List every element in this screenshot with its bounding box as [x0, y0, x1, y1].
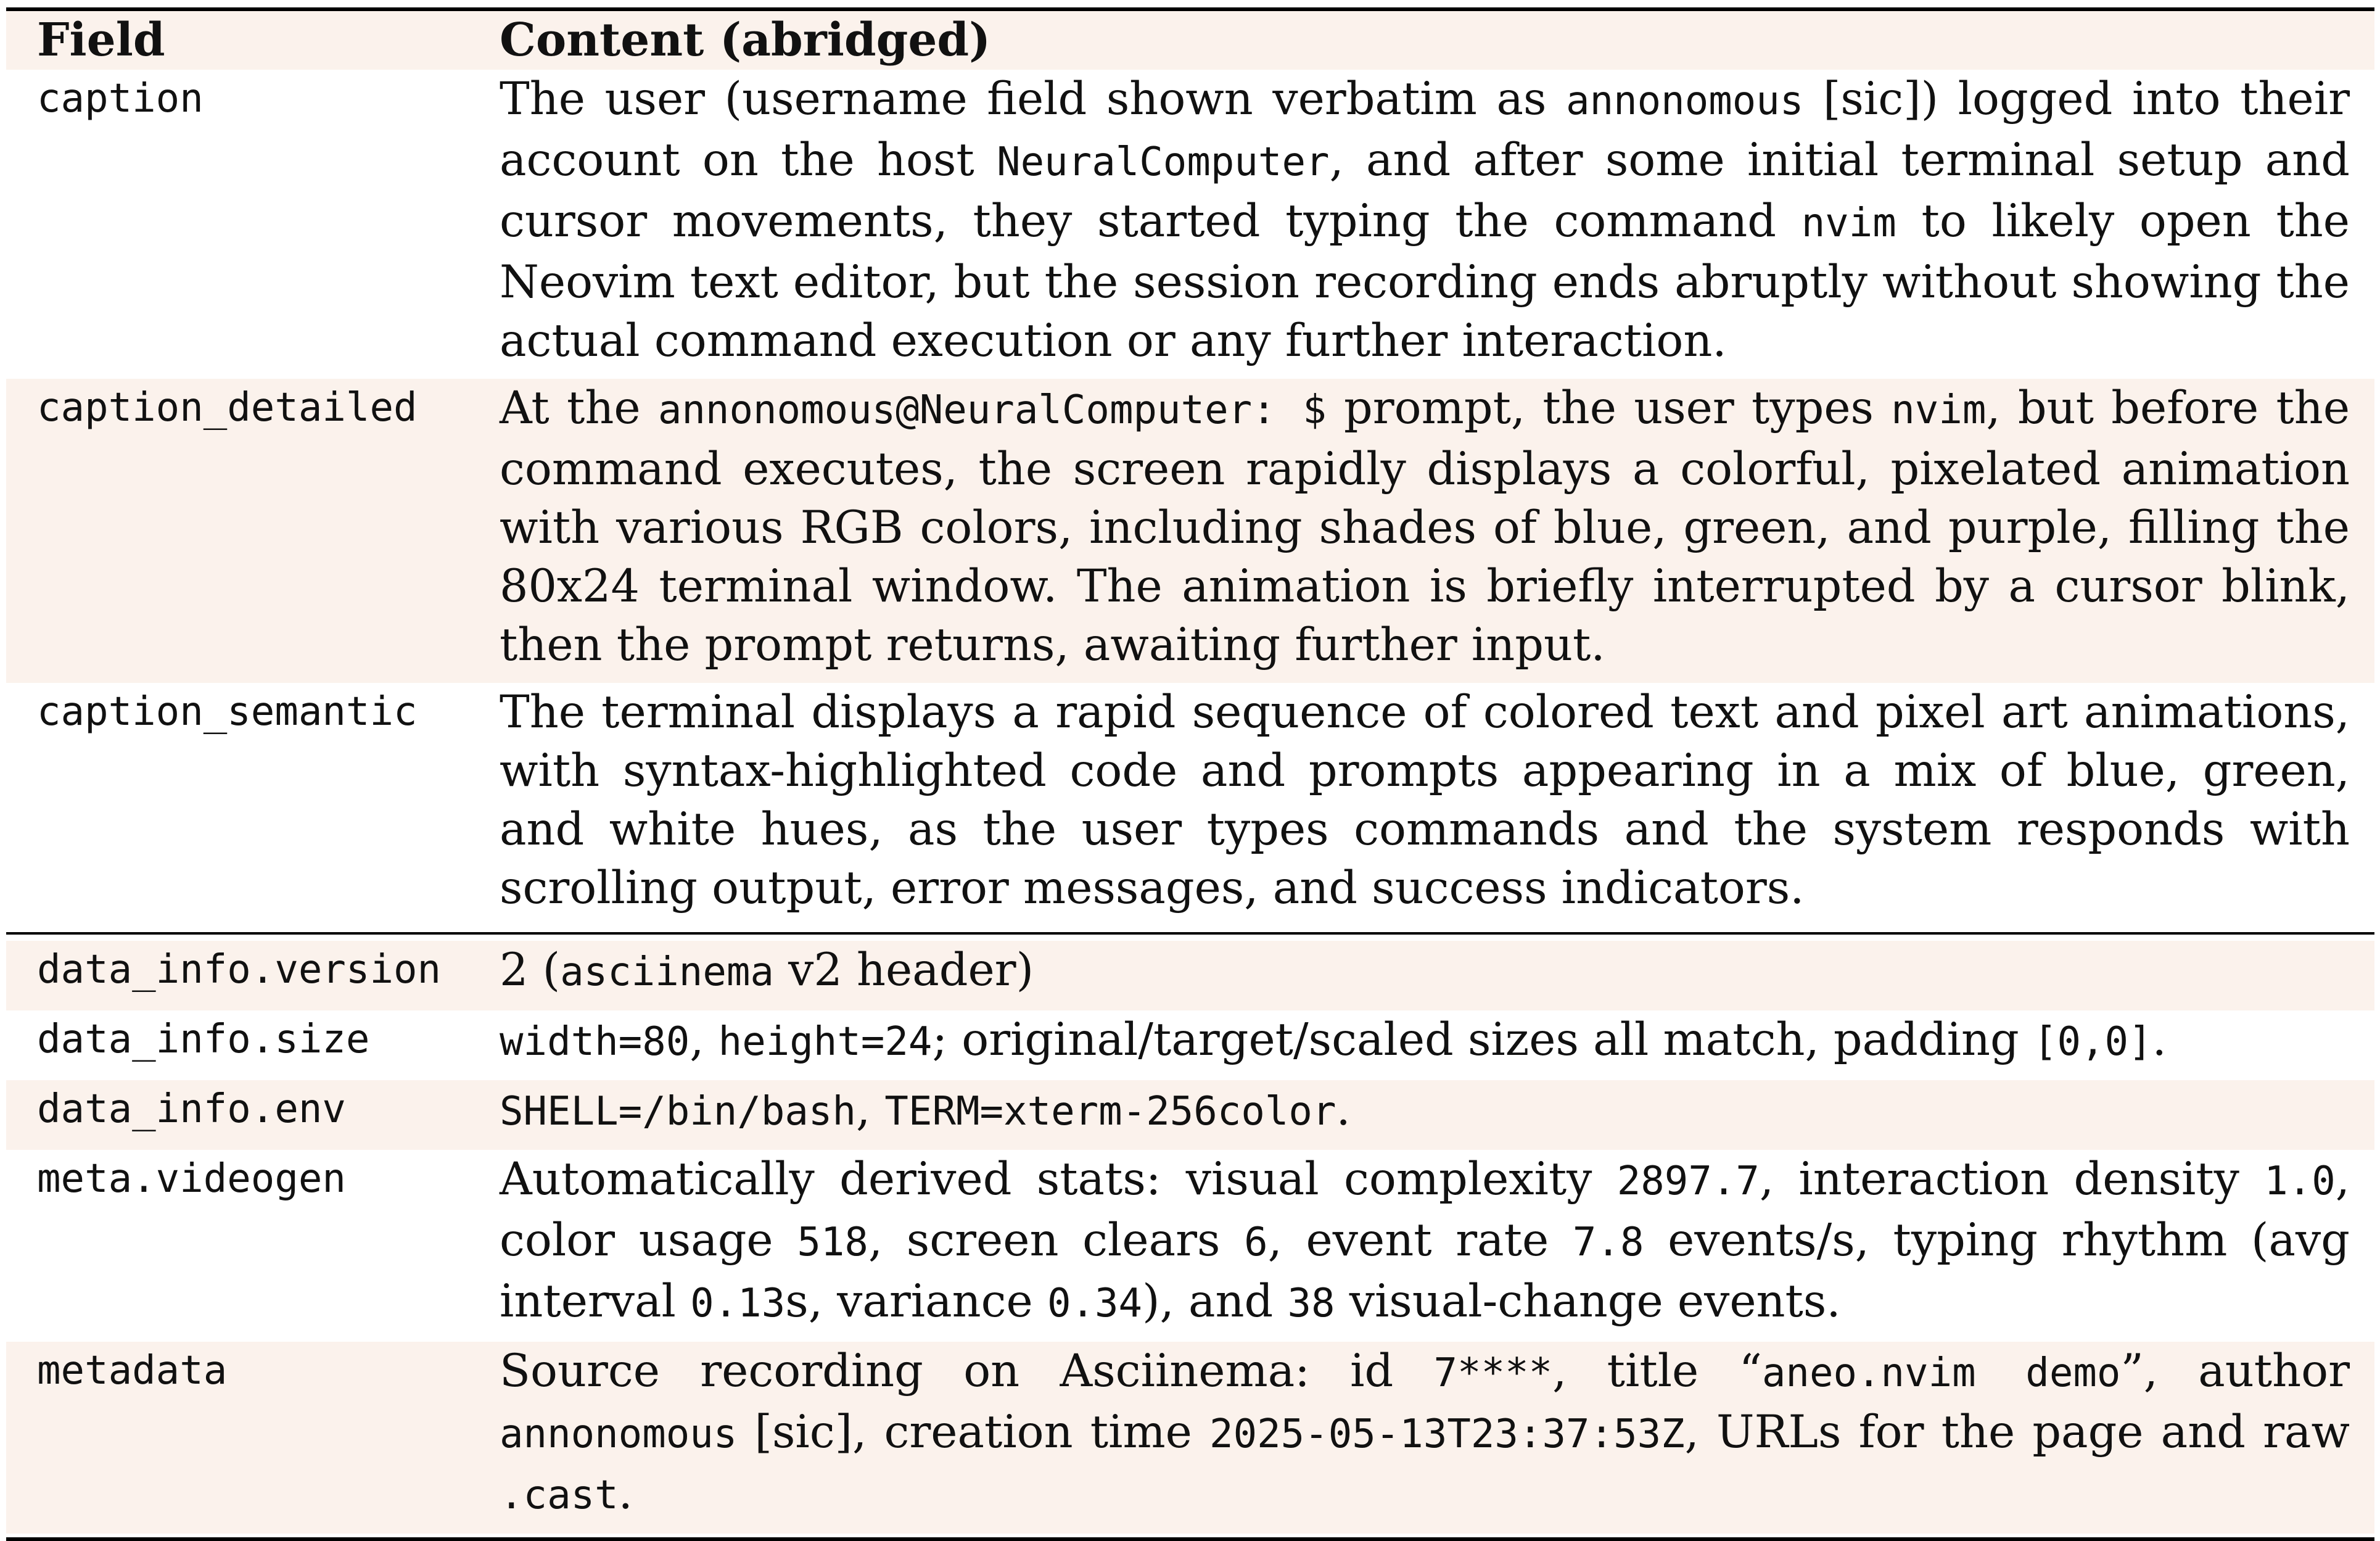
field-content — [500, 683, 2374, 917]
code-text: .cast — [500, 1473, 619, 1518]
code-text: 2025-05-13T23:37:53Z — [1209, 1411, 1685, 1457]
code-text: 0.13 — [690, 1281, 786, 1326]
code-text: annonomous@NeuralComputer: $ — [657, 387, 1327, 433]
prose-text: , but before the command executes, the screen rapidly displays a colorful, pixelated animation with various RGB colors, including shades of blue, green, and purple, filling the 80x24 terminal window. The animation is briefly interrupted by a cursor blink, then the prompt returns, awaiting further input. — [500, 382, 2350, 671]
code-text: height=24 — [718, 1019, 933, 1065]
prose-text: , interaction density — [1759, 1153, 2265, 1205]
table-row — [6, 1010, 2374, 1080]
code-text: 38 — [1287, 1281, 1335, 1326]
header-field: Field — [37, 14, 165, 67]
table-row — [6, 683, 2374, 926]
code-text: aneo.nvim demo — [1761, 1350, 2121, 1396]
field-content — [500, 1342, 2374, 1525]
field-name: meta.videogen — [37, 1156, 346, 1202]
field-name: caption — [37, 76, 204, 122]
metadata-table — [6, 7, 2374, 1541]
code-text: 2897.7 — [1616, 1159, 1760, 1204]
prose-text: 2 ( — [500, 944, 561, 996]
table-row — [6, 70, 2374, 379]
field-name: caption_semantic — [37, 689, 418, 735]
captions-section — [6, 70, 2374, 926]
code-text: asciinema — [560, 949, 774, 995]
table-row — [6, 941, 2374, 1010]
table-row — [6, 1080, 2374, 1150]
prose-text: The terminal displays a rapid sequence of colored text and pixel art animations, with syntax-highlighted code and prompts appearing in a mix of blue, green, and white hues, as the user types commands and the system responds with scrolling output, error messages, and success indicators. — [500, 686, 2350, 914]
table-row — [6, 1150, 2374, 1342]
code-text: 7.8 — [1572, 1220, 1644, 1265]
code-text: 518 — [797, 1220, 868, 1265]
prose-text: v2 header) — [773, 944, 1034, 996]
table-row — [6, 1342, 2374, 1534]
code-text: 1.0 — [2264, 1159, 2336, 1204]
field-content — [500, 1080, 2374, 1141]
prose-text: , screen clears — [868, 1214, 1245, 1266]
code-text: 6 — [1244, 1220, 1268, 1265]
field-content — [500, 70, 2374, 370]
prose-text: Source recording on Asciinema: id — [500, 1345, 1434, 1397]
prose-text: events/s, typing rhythm (avg interval — [500, 1214, 2350, 1328]
table-row — [6, 379, 2374, 683]
field-content — [500, 941, 2374, 1002]
prose-text: At the — [500, 382, 658, 434]
prose-text: , event rate — [1267, 1214, 1573, 1266]
header-row — [6, 11, 2374, 70]
info-section — [6, 941, 2374, 1534]
prose-text: ; original/target/scaled sizes all match, padding — [932, 1014, 2033, 1066]
field-name: metadata — [37, 1348, 228, 1394]
prose-text: . — [2152, 1014, 2167, 1066]
code-text: width=80 — [500, 1019, 690, 1065]
code-text: [0,0] — [2033, 1019, 2152, 1065]
field-name: data_info.env — [37, 1086, 346, 1132]
prose-text: visual-change events. — [1335, 1275, 1841, 1328]
mid-rule — [6, 932, 2374, 935]
code-text: TERM=xterm-256color — [884, 1089, 1336, 1134]
prose-text: s, variance — [785, 1275, 1047, 1328]
code-text: SHELL=/bin/bash — [500, 1089, 856, 1134]
field-content — [500, 1150, 2374, 1333]
code-text: NeuralComputer — [997, 139, 1330, 185]
prose-text: , — [855, 1083, 885, 1136]
field-content — [500, 379, 2374, 674]
prose-text: [sic], creation time — [737, 1406, 1210, 1458]
field-name: caption_detailed — [37, 385, 418, 431]
code-text: 0.34 — [1047, 1281, 1143, 1326]
prose-text: prompt, the user types — [1326, 382, 1892, 434]
bottom-rule — [6, 1537, 2374, 1541]
prose-text: ”, author — [2120, 1345, 2350, 1397]
prose-text: . — [1336, 1083, 1351, 1136]
field-name: data_info.version — [37, 947, 442, 993]
code-text: annonomous — [1566, 78, 1804, 124]
prose-text: , title “ — [1552, 1345, 1762, 1397]
prose-text: , and after some initial terminal setup and cursor movements, they started typing the command — [500, 134, 2350, 247]
header-content: Content (abridged) — [500, 14, 991, 67]
prose-text: Automatically derived stats: visual complexity — [500, 1153, 1617, 1205]
code-text: 7**** — [1433, 1350, 1553, 1396]
prose-text: , — [690, 1014, 719, 1066]
prose-text: , color usage — [500, 1153, 2350, 1266]
prose-text: . — [618, 1467, 633, 1519]
field-name: data_info.size — [37, 1017, 370, 1062]
prose-text: to likely open the Neovim text editor, but the session recording ends abruptly without showing the actual command execution or any further interaction. — [500, 195, 2350, 367]
prose-text: , URLs for the page and raw — [1684, 1406, 2350, 1458]
field-content — [500, 1010, 2374, 1072]
code-text: annonomous — [500, 1411, 738, 1457]
prose-text: The user (username field shown verbatim as — [500, 73, 1567, 125]
prose-text: [sic]) logged into their account on the host — [500, 73, 2350, 186]
prose-text: ), and — [1142, 1275, 1288, 1328]
code-text: nvim — [1801, 200, 1896, 246]
code-text: nvim — [1891, 387, 1987, 433]
